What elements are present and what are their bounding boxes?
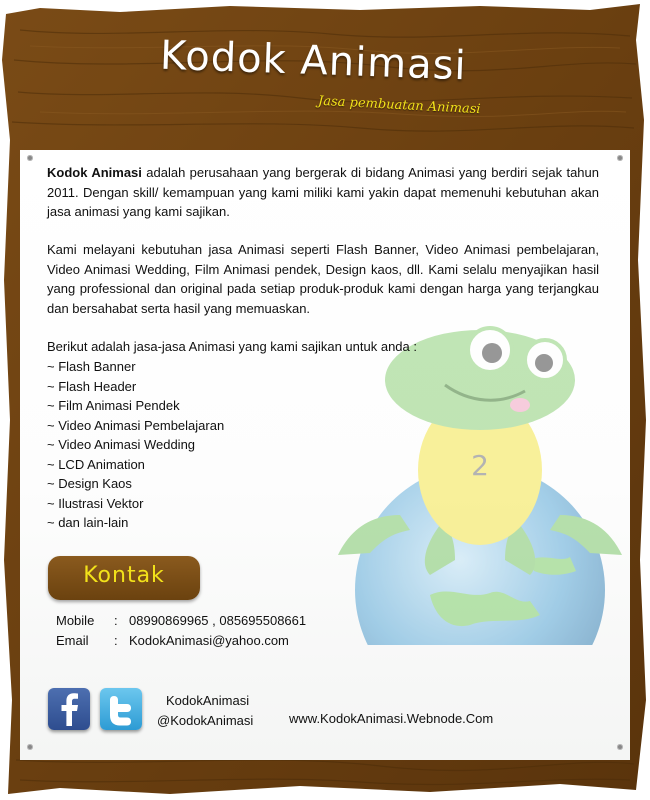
list-item: ~ Video Animasi Wedding [47, 437, 196, 452]
mobile-value: 08990869965 , 085695508661 [129, 613, 307, 628]
pin-icon [617, 155, 623, 161]
email-label: Email [56, 633, 89, 648]
email-separator: : [114, 633, 118, 648]
pin-icon [27, 744, 33, 750]
list-item: ~ Film Animasi Pendek [47, 398, 180, 413]
pin-icon [617, 744, 623, 750]
services-list [47, 357, 447, 533]
list-item: ~ LCD Animation [47, 456, 145, 472]
contact-mobile [56, 613, 306, 628]
list-item: ~ dan lain-lain [47, 515, 129, 530]
twitter-icon[interactable] [100, 688, 142, 730]
kontak-button-label: Kontak [83, 563, 165, 588]
facebook-icon[interactable] [48, 688, 90, 730]
list-item: ~ Ilustrasi Vektor [47, 495, 144, 511]
page-title: Kodok Animasi [159, 32, 468, 90]
list-item: ~ Flash Header [47, 378, 137, 394]
intro-paragraph [47, 163, 599, 222]
website-link[interactable]: www.KodokAnimasi.Webnode.Com [289, 711, 494, 726]
list-item: ~ Design Kaos [47, 476, 132, 491]
mobile-separator: : [114, 613, 118, 628]
page-subtitle: Jasa pembuatan Animasi [317, 93, 481, 118]
intro-text: adalah perusahaan yang bergerak di bidang Animasi yang berdiri sejak tahun 2011. Dengan skill/ kemampuan yang kami miliki kami yakin dapat memenuhi kebutuhan akan jasa animasi yang kami sajikan. [47, 165, 599, 219]
contact-email [56, 633, 289, 648]
kontak-button[interactable] [48, 556, 200, 600]
services-intro: Berikut adalah jasa-jasa Animasi yang kami sajikan untuk anda : [47, 339, 417, 354]
facebook-name[interactable]: KodokAnimasi [166, 693, 250, 708]
email-value: KodokAnimasi@yahoo.com [129, 633, 289, 648]
list-item: ~ Video Animasi Pembelajaran [47, 417, 225, 433]
shirt-number: 2 [471, 449, 489, 482]
services-paragraph: Kami melayani kebutuhan jasa Animasi seperti Flash Banner, Video Animasi pembelajaran, Video Animasi Wedding, Film Animasi pendek, Design kaos, dll. Kami selalu menyajikan hasil yang professional dan original pada setiap produk-produk kami dengan harga yang terjangkau dan bersahabat serta hasil yang memuaskan. [47, 242, 599, 316]
twitter-handle[interactable]: @KodokAnimasi [157, 713, 254, 728]
page-header [0, 0, 650, 150]
pin-icon [27, 155, 33, 161]
mobile-label: Mobile [56, 613, 95, 628]
intro-brand: Kodok Animasi [47, 165, 142, 180]
list-item: ~ Flash Banner [47, 359, 136, 374]
